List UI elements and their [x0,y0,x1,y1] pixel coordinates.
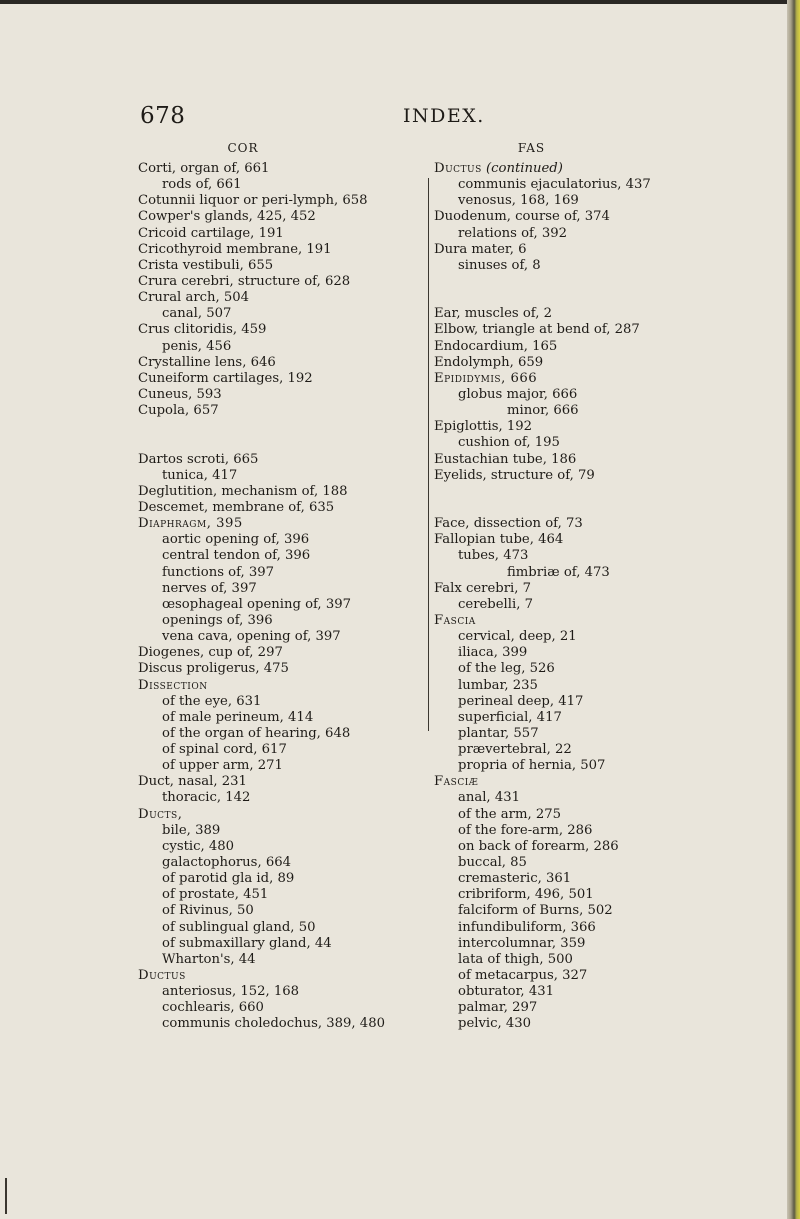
index-subentry [138,984,423,1000]
entry-text: of spinal cord, 617 [162,742,287,758]
index-subentry [138,952,423,968]
index-subentry [434,597,769,613]
index-entry [138,807,423,823]
entry-text: Crural arch, 504 [138,290,250,306]
index-subentry [138,597,423,613]
entry-gap [434,274,769,290]
index-subentry [138,548,423,564]
entry-text: Eustachian tube, 186 [434,451,577,467]
entry-text: Dissection [138,677,208,693]
index-entry [138,290,423,306]
entry-text: Elbow, triangle at bend of, 287 [434,322,640,338]
index-subentry [434,694,769,710]
entry-gap [434,290,769,306]
index-entry [434,209,769,225]
entry-text: anal, 431 [458,790,520,806]
index-column-left [138,140,423,1033]
index-subentry [434,903,769,919]
index-entry [138,209,423,225]
entry-text: of sublingual gland, 50 [162,919,316,935]
entry-text: Wharton's, 44 [162,951,256,967]
entry-text: Cotunnii liquor or peri-lymph, 658 [138,193,368,209]
index-subentry [138,823,423,839]
index-subentry [434,1016,769,1032]
entry-text: perineal deep, 417 [458,693,584,709]
entry-text: of male perineum, 414 [162,709,314,725]
entry-text: fimbriæ of, 473 [507,564,610,580]
entry-text: Cuneus, 593 [138,386,222,402]
entry-text: of the fore-arm, 286 [458,822,593,838]
entry-text: Dartos scroti, 665 [138,451,259,467]
page-header [140,103,740,133]
index-entry [434,339,769,355]
entry-text: Cuneiform cartilages, 192 [138,370,313,386]
entry-text: palmar, 297 [458,1000,538,1016]
index-subentry [138,903,423,919]
index-subentry [434,1000,769,1016]
entry-gap [434,500,769,516]
entry-text: of parotid gla id, 89 [162,871,295,887]
entry-text: Dura mater, 6 [434,241,527,257]
index-entry [434,452,769,468]
entry-text: Ear, muscles of, 2 [434,306,552,322]
index-subentry [434,177,769,193]
index-subentry [434,871,769,887]
index-subentry [138,871,423,887]
entry-text: of the arm, 275 [458,806,562,822]
entry-text: prævertebral, 22 [458,742,572,758]
entry-text: Duct, nasal, 231 [138,774,247,790]
index-subentry [138,936,423,952]
entry-text: Endocardium, 165 [434,338,558,354]
entry-text: globus major, 666 [458,386,578,402]
index-entry [434,581,769,597]
entry-text: Cowper's glands, 425, 452 [138,209,316,225]
index-subentry [138,629,423,645]
column-divider [428,178,429,731]
index-entry [434,355,769,371]
index-subentry [138,177,423,193]
entry-text: of the eye, 631 [162,693,262,709]
entry-text: Crystalline lens, 646 [138,354,276,370]
entry-text: Diogenes, cup of, 297 [138,645,283,661]
entry-gap [138,419,423,435]
entry-text: infundibuliform, 366 [458,919,596,935]
index-subentry [138,726,423,742]
entry-gap [434,484,769,500]
index-entry [138,274,423,290]
index-entry [138,258,423,274]
entry-text: tunica, 417 [162,467,238,483]
entry-text: propria of hernia, 507 [458,758,606,774]
index-subentry [434,807,769,823]
entry-text: thoracic, 142 [162,790,251,806]
book-spine-edge [787,0,800,1219]
index-entry [138,371,423,387]
page-number: 678 [140,103,186,129]
entry-text: Cricoid cartilage, 191 [138,225,284,241]
continued-note: (continued) [486,161,563,176]
index-entry [434,161,769,177]
index-subentry [138,1016,423,1032]
entry-text: Deglutition, mechanism of, 188 [138,483,348,499]
entry-text: Ducts, [138,806,183,822]
index-subentry [138,694,423,710]
scan-top-edge [0,0,800,4]
entry-text: functions of, 397 [162,564,275,580]
entry-text: tubes, 473 [458,548,529,564]
index-subentry [434,548,769,564]
index-subentry [434,193,769,209]
entry-text: rods of, 661 [162,177,242,193]
index-entry [138,484,423,500]
entry-text: of submaxillary gland, 44 [162,935,332,951]
index-entry [434,516,769,532]
entry-text: Face, dissection of, 73 [434,516,583,532]
entry-text: on back of forearm, 286 [458,838,619,854]
entry-text: Endolymph, 659 [434,354,544,370]
index-subentry [434,435,769,451]
entry-text: superficial, 417 [458,709,562,725]
scan-artifact [5,1178,7,1214]
index-subentry [434,565,769,581]
index-entry [434,419,769,435]
entry-text: of Rivinus, 50 [162,903,254,919]
index-entry [138,661,423,677]
entry-text: falciform of Burns, 502 [458,903,613,919]
entry-text: cushion of, 195 [458,435,560,451]
index-entry [434,613,769,629]
index-subentry [138,839,423,855]
index-subentry [434,936,769,952]
index-entry [434,774,769,790]
index-subentry [138,920,423,936]
entry-text: cremasteric, 361 [458,871,572,887]
index-subentry [434,855,769,871]
index-subentry [434,758,769,774]
entry-text: cystic, 480 [162,838,235,854]
index-entry [138,645,423,661]
entry-text: Eyelids, structure of, 79 [434,467,595,483]
index-subentry [434,403,769,419]
index-entry [434,322,769,338]
entry-text: communis choledochus, 389, 480 [162,1016,385,1032]
entry-text: Fascia [434,612,476,628]
index-subentry [138,790,423,806]
index-entry [138,322,423,338]
index-subentry [138,613,423,629]
entry-text: iliaca, 399 [458,645,528,661]
index-entry [138,678,423,694]
entry-text: of upper arm, 271 [162,758,283,774]
entry-text: Fasciæ [434,774,479,790]
index-subentry [434,710,769,726]
entry-text: Ductus [434,161,482,176]
entry-text: Diaphragm, 395 [138,516,243,532]
entry-text: buccal, 85 [458,855,527,871]
index-subentry [434,645,769,661]
entry-text: Ductus [138,968,186,984]
entry-text: Descemet, membrane of, 635 [138,499,335,515]
entry-text: Cupola, 657 [138,403,219,419]
entry-text: Corti, organ of, 661 [138,161,270,176]
index-entry [138,193,423,209]
entry-text: of metacarpus, 327 [458,968,588,984]
index-subentry [138,1000,423,1016]
index-subentry [434,387,769,403]
entry-text: galactophorus, 664 [162,855,292,871]
index-entry [138,226,423,242]
index-subentry [434,968,769,984]
entry-text: pelvic, 430 [458,1016,532,1032]
index-subentry [434,742,769,758]
entry-text: canal, 507 [162,306,232,322]
entry-text: Falx cerebri, 7 [434,580,531,596]
entry-text: venosus, 168, 169 [458,193,579,209]
index-entry [138,161,423,177]
index-entry [138,968,423,984]
index-subentry [434,629,769,645]
index-subentry [138,581,423,597]
index-subentry [434,984,769,1000]
entry-text: minor, 666 [507,403,579,419]
index-subentry [138,887,423,903]
index-subentry [434,226,769,242]
entry-text: Cricothyroid membrane, 191 [138,241,332,257]
entry-text: obturator, 431 [458,984,554,1000]
entry-text: vena cava, opening of, 397 [162,629,341,645]
entry-text: relations of, 392 [458,225,568,241]
index-subentry [138,339,423,355]
entry-text: bile, 389 [162,822,221,838]
index-entry [138,387,423,403]
entry-text: of prostate, 451 [162,887,269,903]
index-subentry [138,710,423,726]
entry-text: cochlearis, 660 [162,1000,264,1016]
index-entry [138,242,423,258]
entry-text: œsophageal opening of, 397 [162,596,351,612]
entry-text: intercolumnar, 359 [458,935,586,951]
guide-word: COR [227,141,259,155]
index-subentry [434,920,769,936]
entry-text: Discus proligerus, 475 [138,661,289,677]
entry-text: of the organ of hearing, 648 [162,725,351,741]
index-subentry [138,306,423,322]
index-entry [138,403,423,419]
index-entry [138,452,423,468]
index-subentry [434,952,769,968]
index-subentry [434,823,769,839]
entry-text: nerves of, 397 [162,580,257,596]
index-subentry [434,661,769,677]
index-entry [434,468,769,484]
index-column-right [434,140,769,1033]
entry-text: openings of, 396 [162,612,273,628]
index-entry [138,355,423,371]
entry-text: lata of thigh, 500 [458,951,573,967]
entry-text: Duodenum, course of, 374 [434,209,610,225]
index-subentry [138,855,423,871]
entry-text: penis, 456 [162,338,232,354]
entry-text: central tendon of, 396 [162,548,311,564]
entry-text: cribriform, 496, 501 [458,887,594,903]
index-entry [138,516,423,532]
index-entry [434,306,769,322]
index-subentry [434,839,769,855]
index-subentry [434,790,769,806]
entry-text: plantar, 557 [458,725,539,741]
entry-text: communis ejaculatorius, 437 [458,177,651,193]
entry-text: Crura cerebri, structure of, 628 [138,273,351,289]
entry-text: of the leg, 526 [458,661,555,677]
index-entry [138,500,423,516]
index-subentry [138,468,423,484]
entry-text: lumbar, 235 [458,677,538,693]
index-subentry [138,742,423,758]
index-subentry [434,258,769,274]
entry-text: Epididymis, 666 [434,370,538,386]
index-subentry [138,532,423,548]
index-subentry [434,678,769,694]
index-subentry [138,758,423,774]
entry-text: sinuses of, 8 [458,257,541,273]
index-entry [434,371,769,387]
entry-text: Crista vestibuli, 655 [138,257,274,273]
guide-word: FAS [517,141,546,155]
entry-text: cervical, deep, 21 [458,629,577,645]
index-subentry [138,565,423,581]
entry-text: anteriosus, 152, 168 [162,984,300,1000]
index-entry [138,774,423,790]
entry-text: Epiglottis, 192 [434,419,533,435]
entry-gap [138,435,423,451]
entry-text: Fallopian tube, 464 [434,532,564,548]
entry-text: Crus clitoridis, 459 [138,322,267,338]
index-entry [434,242,769,258]
index-subentry [434,887,769,903]
index-subentry [434,726,769,742]
running-head: INDEX. [403,105,485,127]
entry-text: cerebelli, 7 [458,596,533,612]
index-entry [434,532,769,548]
entry-text: aortic opening of, 396 [162,532,310,548]
